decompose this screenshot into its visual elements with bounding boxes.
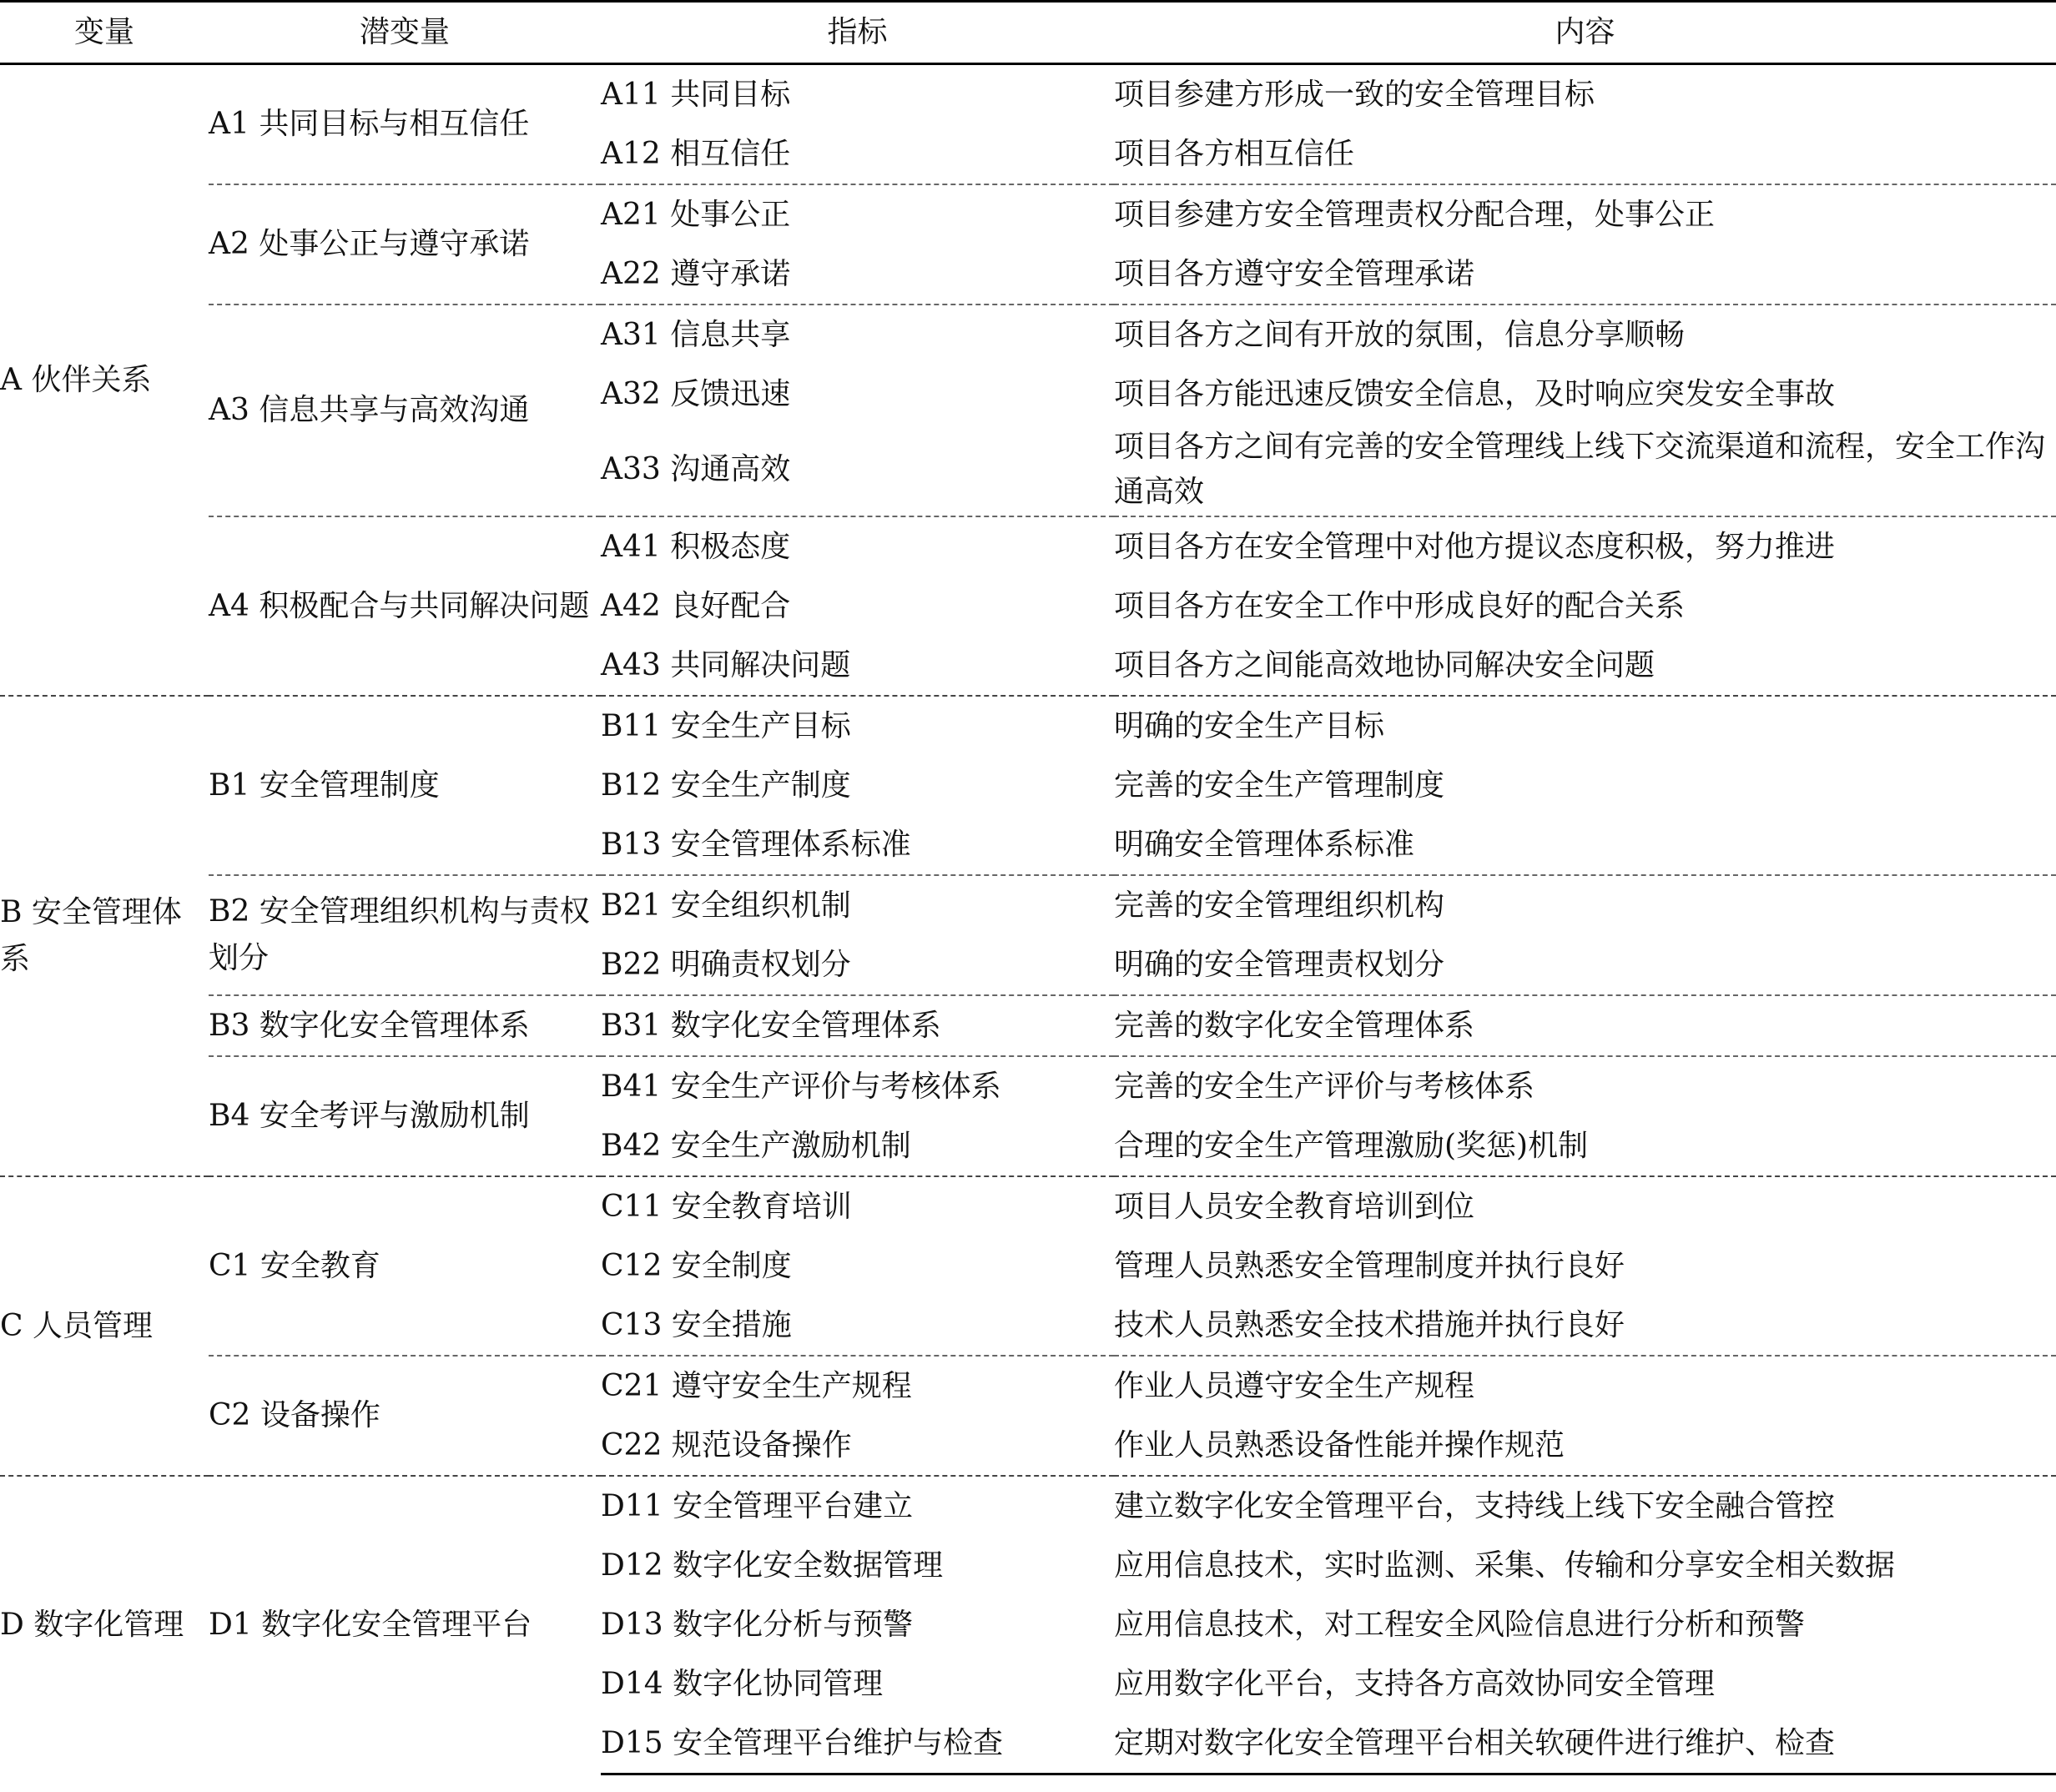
table-row xyxy=(0,1356,2056,1416)
indicator-cell: B13 安全管理体系标准 xyxy=(601,827,911,862)
content-cell: 明确的安全管理责权划分 xyxy=(1114,947,1445,982)
content-cell: 项目参建方形成一致的安全管理目标 xyxy=(1114,77,1595,112)
content-cell: 项目各方之间有开放的氛围，信息分享顺畅 xyxy=(1114,305,2056,365)
latent-cell: A4 积极配合与共同解决问题 xyxy=(209,516,601,696)
variable-cell: A 伙伴关系 xyxy=(0,362,152,397)
latent-cell: D1 数字化安全管理平台 xyxy=(209,1476,601,1774)
indicator-cell: B22 明确责权划分 xyxy=(601,947,851,982)
table-row xyxy=(0,875,2056,935)
header-variable: 变量 xyxy=(0,2,209,64)
content-cell: 项目各方在安全管理中对他方提议态度积极，努力推进 xyxy=(1114,516,2056,576)
indicator-cell: A12 相互信任 xyxy=(601,136,791,171)
indicator-cell: D11 安全管理平台建立 xyxy=(601,1476,1114,1536)
indicator-cell: A21 处事公正 xyxy=(601,184,1114,244)
latent-cell: B1 安全管理制度 xyxy=(209,696,601,875)
variable-cell: C 人员管理 xyxy=(0,1176,209,1476)
indicator-cell: D15 安全管理平台维护与检查 xyxy=(601,1714,1114,1774)
indicator-cell: B31 数字化安全管理体系 xyxy=(601,995,1114,1056)
content-cell: 应用信息技术，实时监测、采集、传输和分享安全相关数据 xyxy=(1114,1548,1896,1583)
table-row xyxy=(0,184,2056,244)
indicator-cell: C12 安全制度 xyxy=(601,1248,792,1283)
indicator-cell: C11 安全教育培训 xyxy=(601,1176,1114,1236)
content-cell: 应用信息技术，对工程安全风险信息进行分析和预警 xyxy=(1114,1607,1806,1642)
table-row xyxy=(0,1176,2056,1236)
table-body xyxy=(0,64,2056,1774)
content-cell: 项目各方在安全工作中形成良好的配合关系 xyxy=(1114,588,1686,623)
table-header-row xyxy=(0,2,2056,64)
content-cell: 项目参建方安全管理责权分配合理，处事公正 xyxy=(1114,184,2056,244)
content-cell: 完善的安全管理组织机构 xyxy=(1114,875,2056,935)
content-cell: 完善的安全生产管理制度 xyxy=(1114,768,1445,803)
content-cell: 完善的安全生产评价与考核体系 xyxy=(1114,1056,2056,1116)
indicator-cell: B12 安全生产制度 xyxy=(601,768,851,803)
content-cell: 定期对数字化安全管理平台相关软硬件进行维护、检查 xyxy=(1114,1714,2056,1774)
latent-cell: B3 数字化安全管理体系 xyxy=(209,995,601,1056)
content-cell: 明确安全管理体系标准 xyxy=(1114,827,1415,862)
indicator-cell: A42 良好配合 xyxy=(601,588,791,623)
latent-cell: B2 安全管理组织机构与责权划分 xyxy=(209,875,601,995)
latent-cell: C1 安全教育 xyxy=(209,1176,601,1356)
indicator-cell: A41 积极态度 xyxy=(601,516,1114,576)
indicator-cell: A31 信息共享 xyxy=(601,305,1114,365)
indicator-cell: D12 数字化安全数据管理 xyxy=(601,1548,944,1583)
latent-cell: A3 信息共享与高效沟通 xyxy=(209,305,601,516)
latent-cell: A1 共同目标与相互信任 xyxy=(209,107,530,141)
variable-cell: B 安全管理体系 xyxy=(0,696,209,1176)
table-row xyxy=(0,995,2056,1056)
content-cell: 项目各方遵守安全管理承诺 xyxy=(1114,256,1475,291)
header-latent: 潜变量 xyxy=(209,2,601,64)
content-cell: 建立数字化安全管理平台，支持线上线下安全融合管控 xyxy=(1114,1476,2056,1536)
table-row xyxy=(0,1476,2056,1536)
indicator-cell: B11 安全生产目标 xyxy=(601,696,1114,756)
indicator-cell: A22 遵守承诺 xyxy=(601,256,791,291)
table-row xyxy=(0,305,2056,365)
header-content: 内容 xyxy=(1114,2,2056,64)
content-cell: 项目各方能迅速反馈安全信息，及时响应突发安全事故 xyxy=(1114,376,1836,411)
header-indicator: 指标 xyxy=(601,2,1114,64)
latent-cell: A2 处事公正与遵守承诺 xyxy=(209,184,601,305)
indicator-cell: C22 规范设备操作 xyxy=(601,1427,852,1462)
indicator-cell: B21 安全组织机制 xyxy=(601,875,1114,935)
indicator-cell: D13 数字化分析与预警 xyxy=(601,1607,914,1642)
variable-cell: D 数字化管理 xyxy=(0,1476,209,1774)
content-cell: 完善的数字化安全管理体系 xyxy=(1114,995,2056,1056)
content-cell: 合理的安全生产管理激励(奖惩)机制 xyxy=(1114,1128,1589,1163)
content-cell: 作业人员熟悉设备性能并操作规范 xyxy=(1114,1427,1565,1462)
indicator-cell: A43 共同解决问题 xyxy=(601,647,851,682)
content-cell: 明确的安全生产目标 xyxy=(1114,696,2056,756)
content-cell: 管理人员熟悉安全管理制度并执行良好 xyxy=(1114,1248,1625,1283)
table-row xyxy=(0,516,2056,576)
content-cell: 应用数字化平台，支持各方高效协同安全管理 xyxy=(1114,1666,1716,1701)
indicator-cell: A33 沟通高效 xyxy=(601,452,791,486)
table-row xyxy=(0,696,2056,756)
content-cell: 项目各方之间有完善的安全管理线上线下交流渠道和流程，安全工作沟通高效 xyxy=(1114,430,2046,509)
indicator-cell: C21 遵守安全生产规程 xyxy=(601,1356,1114,1416)
content-cell: 技术人员熟悉安全技术措施并执行良好 xyxy=(1114,1307,1625,1342)
content-cell: 项目各方相互信任 xyxy=(1114,136,1355,171)
content-cell: 项目各方之间能高效地协同解决安全问题 xyxy=(1114,647,1655,682)
latent-cell: C2 设备操作 xyxy=(209,1356,601,1476)
indicator-cell: A11 共同目标 xyxy=(601,77,791,112)
latent-cell: B4 安全考评与激励机制 xyxy=(209,1056,601,1176)
indicator-cell: A32 反馈迅速 xyxy=(601,376,791,411)
indicator-cell: B42 安全生产激励机制 xyxy=(601,1128,911,1163)
content-cell: 作业人员遵守安全生产规程 xyxy=(1114,1356,2056,1416)
table-row xyxy=(0,1056,2056,1116)
indicator-cell: D14 数字化协同管理 xyxy=(601,1666,884,1701)
table-row xyxy=(0,64,2056,125)
indicator-cell: B41 安全生产评价与考核体系 xyxy=(601,1056,1114,1116)
indicator-cell: C13 安全措施 xyxy=(601,1307,792,1342)
content-cell: 项目人员安全教育培训到位 xyxy=(1114,1176,2056,1236)
